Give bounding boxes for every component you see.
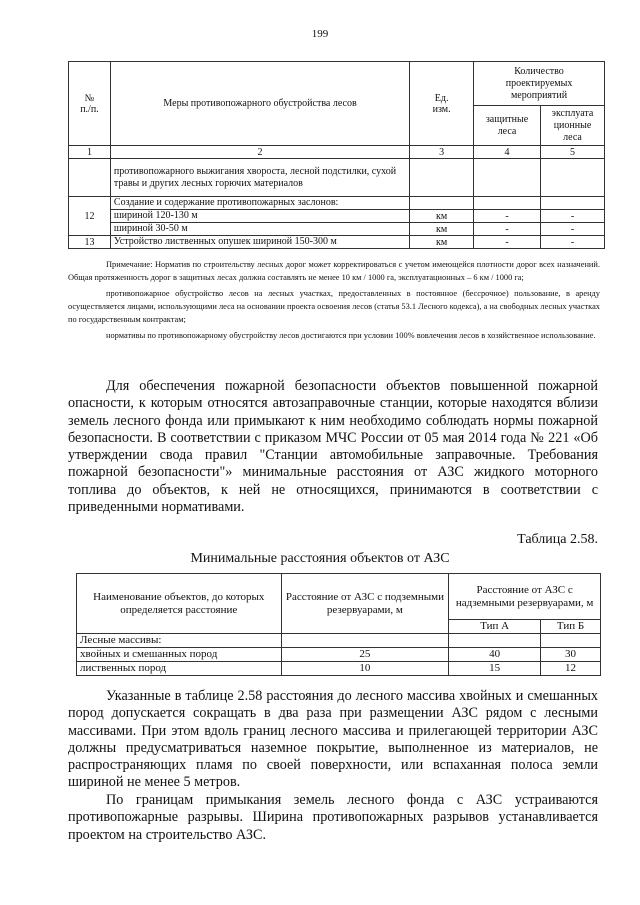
paragraph-azs-norms xyxy=(68,378,598,516)
row-q2: - xyxy=(541,223,605,236)
row-type-a xyxy=(449,634,541,648)
row-underground xyxy=(281,634,449,648)
table-title: Минимальные расстояния объектов от АЗС xyxy=(190,551,450,566)
row-type-b: 30 xyxy=(541,648,601,662)
paragraph-text: Указанные в таблице 2.58 расстояния до лесного массива хвойных и смешанных пород допускается сокращать в два раза при размещении АЗС рядом с лесными массивами. При этом вдоль границ лесного массива и прилегающей территории АЗС должны предусматриваться наземное покрытие, выполненное из материалов, не распространяющих пламя по своей поверхности, или вспаханная полоса земли шириной не менее 5 метров. xyxy=(68,688,598,791)
col-number: 4 xyxy=(474,146,541,159)
column-number-row xyxy=(69,146,605,159)
col-number: 3 xyxy=(410,146,474,159)
table-row xyxy=(69,223,605,236)
table-row xyxy=(69,159,605,197)
col-number: 2 xyxy=(110,146,409,159)
header-measures: Меры противопожарного обустройства лесов xyxy=(110,62,409,146)
header-quantity: Количество проектируемых мероприятий xyxy=(474,62,605,106)
row-name: Лесные массивы: xyxy=(77,634,282,648)
row-text: Создание и содержание противопожарных заслонов: xyxy=(110,197,409,210)
row-unit: км xyxy=(410,223,474,236)
paragraph-text: Для обеспечения пожарной безопасности объектов повышенной пожарной опасности, к которым относятся автозаправочные станции, которые находятся вблизи земель лесного фонда или примыкают к ним необходимо соблюдать нормы пожарной безопасности. В соответствии с приказом МЧС России от 05 мая 2014 года № 221 «Об утверждении свода правил "Станции автомобильные заправочные. Требования пожарной безопасности"» минимальные расстояния от АЗС жидкого моторного топлива до объектов, к ней не относящихся, принимаются в соответствии с приведенными нормативами. xyxy=(68,378,598,516)
row-q1 xyxy=(474,197,541,210)
header-num: № п./п. xyxy=(69,62,111,146)
table-header-row xyxy=(77,574,601,620)
row-type-b xyxy=(541,634,601,648)
table-number: Таблица 2.58. xyxy=(517,532,598,547)
row-q1: - xyxy=(474,210,541,223)
row-num: 13 xyxy=(69,236,111,249)
row-q2: - xyxy=(541,210,605,223)
table-row xyxy=(77,634,601,648)
header-exploitation: эксплуата ционные леса xyxy=(541,106,605,146)
page-number: 199 xyxy=(311,28,329,40)
col-number: 5 xyxy=(541,146,605,159)
row-q1: - xyxy=(474,223,541,236)
note-paragraph: противопожарное обустройство лесов на лесных участках, предоставленных в постоянное (бессрочное) пользование, в аренду осуществляется лицами, использующими леса на основании проекта освоения лесов (статья 53.1 Лесного кодекса), а на свободных лесных участках по государственным контрактам; xyxy=(68,289,600,324)
table-row xyxy=(69,236,605,249)
header-object-name: Наименование объектов, до которых определяется расстояние xyxy=(77,574,282,634)
row-q2 xyxy=(541,159,605,197)
row-unit: км xyxy=(410,236,474,249)
row-text: Устройство лиственных опушек шириной 150-300 м xyxy=(110,236,409,249)
header-aboveground: Расстояние от АЗС с надземными резервуарами, м xyxy=(449,574,601,620)
note-paragraph: нормативы по противопожарному обустройству лесов достигаются при условии 100% вовлечения лесов в хозяйственное использование. xyxy=(106,331,596,340)
table-header-row xyxy=(69,62,605,106)
header-type-a: Тип А xyxy=(449,620,541,634)
row-text: шириной 30-50 м xyxy=(110,223,409,236)
col-number: 1 xyxy=(69,146,111,159)
table-notes xyxy=(68,258,600,342)
fire-protection-measures-table xyxy=(68,61,605,249)
row-type-b: 12 xyxy=(541,662,601,676)
row-q2 xyxy=(541,197,605,210)
row-underground: 10 xyxy=(281,662,449,676)
table-row xyxy=(69,210,605,223)
header-unit: Ед. изм. xyxy=(410,62,474,146)
row-unit xyxy=(410,159,474,197)
row-q1: - xyxy=(474,236,541,249)
table-row xyxy=(69,197,605,210)
paragraph-fire-breaks xyxy=(68,792,598,844)
row-num: 12 xyxy=(69,197,111,236)
header-protective: защитные леса xyxy=(474,106,541,146)
table-row xyxy=(77,662,601,676)
row-type-a: 15 xyxy=(449,662,541,676)
row-text: противопожарного выжигания хвороста, лесной подстилки, сухой травы и других лесных горючих материалов xyxy=(110,159,409,197)
paragraph-distance-reduction xyxy=(68,688,598,792)
table-row xyxy=(77,648,601,662)
azs-distance-table xyxy=(76,573,601,676)
row-num xyxy=(69,159,111,197)
row-name: лиственных пород xyxy=(77,662,282,676)
row-q2: - xyxy=(541,236,605,249)
row-unit xyxy=(410,197,474,210)
header-type-b: Тип Б xyxy=(541,620,601,634)
header-underground: Расстояние от АЗС с подземными резервуарами, м xyxy=(281,574,449,634)
row-unit: км xyxy=(410,210,474,223)
row-text: шириной 120-130 м xyxy=(110,210,409,223)
row-q1 xyxy=(474,159,541,197)
row-type-a: 40 xyxy=(449,648,541,662)
row-underground: 25 xyxy=(281,648,449,662)
paragraph-text: По границам примыкания земель лесного фонда с АЗС устраиваются противопожарные разрывы. Ширина противопожарных разрывов устанавливается проектом на строительство АЗС. xyxy=(68,792,598,843)
note-paragraph: Примечание: Норматив по строительству лесных дорог может корректироваться с учетом имеющейся плотности дорог всех назначений. Общая протяженность дорог в защитных лесах должна составлять не менее 10 км / 1000 га, эксплуатационных – 6 км / 1000 га; xyxy=(68,260,600,282)
row-name: хвойных и смешанных пород xyxy=(77,648,282,662)
